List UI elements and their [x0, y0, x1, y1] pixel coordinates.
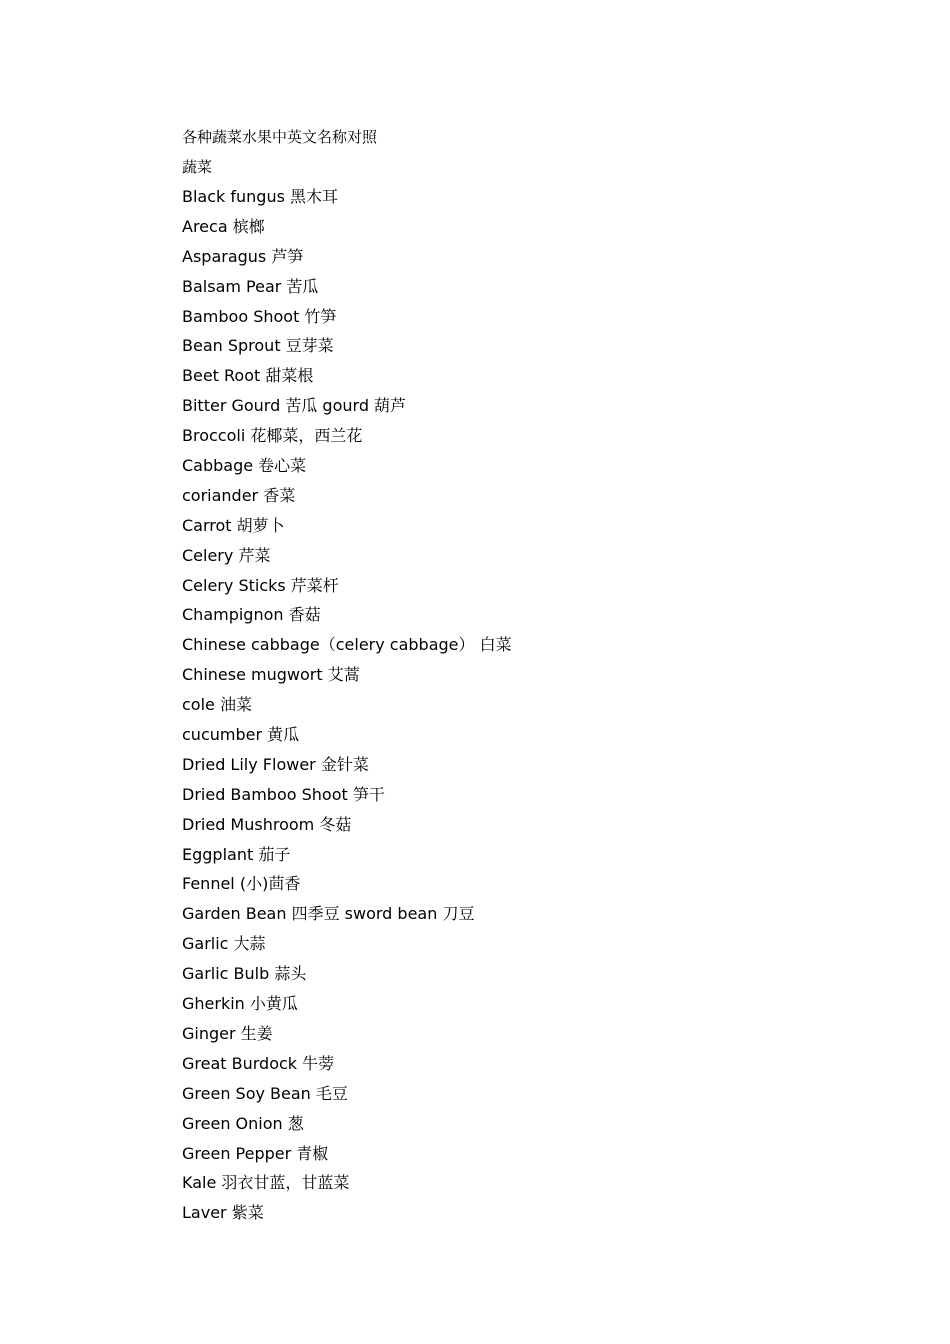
document-page — [182, 122, 882, 1228]
list-item: Kale 羽衣甘蓝，甘蓝菜 — [182, 1173, 350, 1193]
list-item: Chinese mugwort 艾蒿 — [182, 665, 360, 685]
list-item: Green Soy Bean 毛豆 — [182, 1083, 348, 1103]
list-item: Bitter Gourd 苦瓜 gourd 葫芦 — [182, 396, 407, 416]
list-item: cole 油菜 — [182, 695, 252, 715]
list-item: Chinese cabbage（celery cabbage） 白菜 — [182, 635, 512, 655]
vegetable-list — [182, 182, 882, 1228]
list-item: Beet Root 甜菜根 — [182, 366, 314, 386]
list-item: Celery 芹菜 — [182, 545, 271, 565]
list-item: coriander 香菜 — [182, 485, 296, 505]
list-item: Great Burdock 牛蒡 — [182, 1053, 335, 1073]
list-item: Cabbage 卷心菜 — [182, 456, 307, 476]
list-item: Dried Bamboo Shoot 笋干 — [182, 784, 385, 804]
list-item: Bean Sprout 豆芽菜 — [182, 336, 334, 356]
list-item: Broccoli 花椰菜，西兰花 — [182, 426, 363, 446]
list-item: Garlic 大蒜 — [182, 934, 266, 954]
document-title: 各种蔬菜水果中英文名称对照 — [182, 128, 378, 146]
section-heading: 蔬菜 — [182, 158, 213, 176]
list-item: Dried Lily Flower 金针菜 — [182, 754, 369, 774]
list-item: Green Onion 葱 — [182, 1113, 304, 1133]
list-item: Champignon 香菇 — [182, 605, 321, 625]
list-item: Black fungus 黑木耳 — [182, 187, 339, 206]
list-item: Fennel (小)茴香 — [182, 874, 301, 894]
list-item: Garden Bean 四季豆 sword bean 刀豆 — [182, 904, 475, 924]
list-item: cucumber 黄瓜 — [182, 725, 300, 745]
list-item: Dried Mushroom 冬菇 — [182, 814, 352, 834]
list-item: Garlic Bulb 蒜头 — [182, 964, 307, 984]
list-item: Gherkin 小黄瓜 — [182, 994, 298, 1014]
list-item: Balsam Pear 苦瓜 — [182, 276, 319, 296]
list-item: Laver 紫菜 — [182, 1203, 264, 1223]
list-item: Areca 槟榔 — [182, 216, 265, 236]
list-item: Bamboo Shoot 竹笋 — [182, 306, 337, 326]
list-item: Green Pepper 青椒 — [182, 1143, 329, 1163]
list-item: Carrot 胡萝卜 — [182, 515, 285, 535]
list-item: Celery Sticks 芹菜杆 — [182, 575, 339, 595]
list-item: Eggplant 茄子 — [182, 844, 291, 864]
list-item: Ginger 生姜 — [182, 1023, 273, 1043]
list-item: Asparagus 芦笋 — [182, 246, 304, 266]
